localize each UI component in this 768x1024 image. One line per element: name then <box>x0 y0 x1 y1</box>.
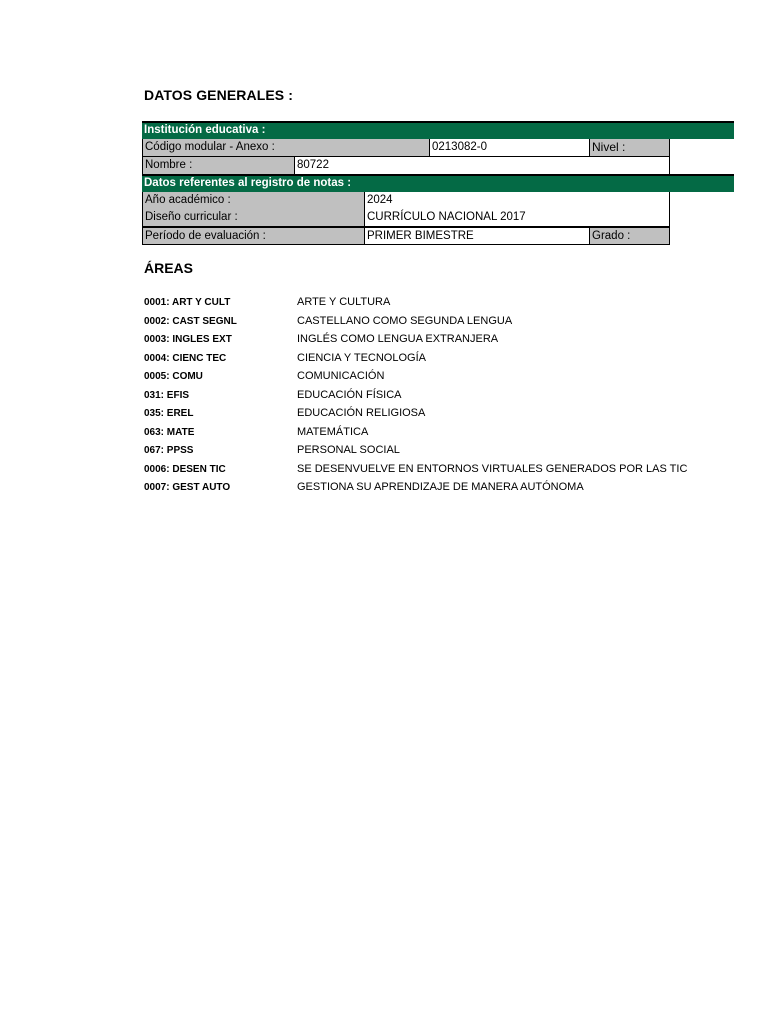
area-code: 031: EFIS <box>144 389 190 401</box>
area-name: SE DESENVUELVE EN ENTORNOS VIRTUALES GENERADOS POR LAS TIC <box>297 462 688 475</box>
area-code: 067: PPSS <box>144 445 194 456</box>
area-row <box>144 371 704 389</box>
area-name: PERSONAL SOCIAL <box>297 444 400 456</box>
anio-value[interactable]: 2024 <box>365 192 670 210</box>
institution-section-header <box>142 121 734 139</box>
area-code: 0001: ART Y CULT <box>144 297 231 308</box>
area-row <box>144 464 704 482</box>
area-name: ARTE Y CULTURA <box>297 296 391 308</box>
anio-label: Año académico : <box>142 192 365 210</box>
registro-section-label: Datos referentes al registro de notas : <box>142 174 734 192</box>
area-row <box>144 334 704 352</box>
nombre-label: Nombre : <box>142 157 295 175</box>
area-code: 0003: INGLES EXT <box>144 334 232 345</box>
area-code: 0004: CIENC TEC <box>144 352 227 364</box>
area-name: GESTIONA SU APRENDIZAJE DE MANERA AUTÓNOMA <box>297 481 584 493</box>
area-row <box>144 353 704 371</box>
area-name: INGLÉS COMO LENGUA EXTRANJERA <box>297 333 499 345</box>
area-name: CASTELLANO COMO SEGUNDA LENGUA <box>297 314 513 327</box>
area-row <box>144 427 704 445</box>
institution-section-label: Institución educativa : <box>142 121 734 139</box>
area-row <box>144 482 704 500</box>
areas-title: ÁREAS <box>144 260 194 276</box>
area-row <box>144 297 704 315</box>
page-title: DATOS GENERALES : <box>144 87 293 103</box>
diseno-value[interactable]: CURRÍCULO NACIONAL 2017 <box>365 209 670 227</box>
anio-row <box>142 192 670 210</box>
area-code: 0002: CAST SEGNL <box>144 315 237 327</box>
area-row <box>144 316 704 334</box>
registro-section-header <box>142 174 734 192</box>
area-row <box>144 390 704 408</box>
area-name: COMUNICACIÓN <box>297 370 385 382</box>
area-name: CIENCIA Y TECNOLOGÍA <box>297 351 426 364</box>
area-code: 063: MATE <box>144 426 195 438</box>
area-code: 0005: COMU <box>144 371 203 382</box>
area-name: EDUCACIÓN RELIGIOSA <box>297 407 426 419</box>
area-row <box>144 408 704 426</box>
periodo-label: Período de evaluación : <box>142 227 365 245</box>
nombre-value[interactable]: 80722 <box>295 157 670 175</box>
diseno-row <box>142 209 670 227</box>
codigo-label: Código modular - Anexo : <box>142 139 430 157</box>
area-row <box>144 445 704 463</box>
area-code: 0006: DESEN TIC <box>144 463 226 475</box>
periodo-value[interactable]: PRIMER BIMESTRE <box>365 227 590 245</box>
nivel-label: Nivel : <box>590 139 670 157</box>
diseno-label: Diseño curricular : <box>142 209 365 227</box>
periodo-row <box>142 227 670 245</box>
area-code: 035: EREL <box>144 408 194 419</box>
area-name: EDUCACIÓN FÍSICA <box>297 388 402 401</box>
codigo-row <box>142 139 670 157</box>
codigo-value[interactable]: 0213082-0 <box>430 139 590 157</box>
grado-label: Grado : <box>590 227 670 245</box>
area-name: MATEMÁTICA <box>297 425 369 438</box>
area-code: 0007: GEST AUTO <box>144 482 231 493</box>
nombre-row <box>142 157 670 175</box>
